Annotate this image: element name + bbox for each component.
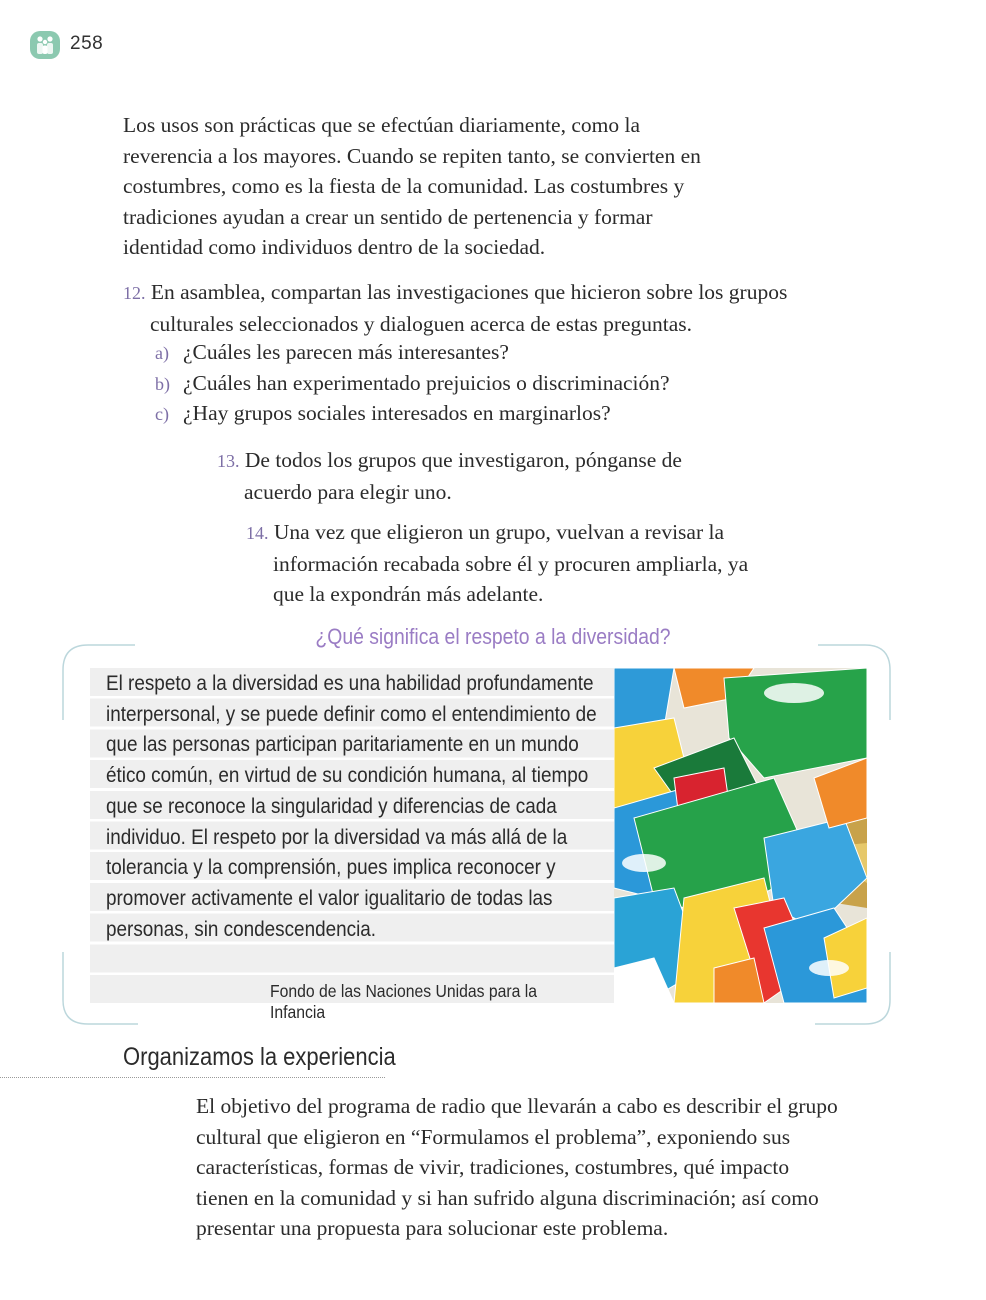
quote-heading: ¿Qué significa el respeto a la diversidad?	[315, 624, 671, 649]
intro-paragraph: Los usos son prácticas que se efectúan diariamente, como la reverencia a los mayores. Cuando se repiten tanto, se convierten en costumbres, como es la fiesta de la comunidad. Las costumbres y tradiciones ayudan a crear un sentido de pertenencia y formar identidad como individuos dentro de la sociedad.	[123, 113, 701, 259]
page-number: 258	[70, 33, 104, 54]
section-paragraph: El objetivo del programa de radio que llevarán a cabo es describir el grupo cultural que eligieron en “Formulamos el problema”, exponiendo sus características, formas de vivir, tradiciones, costumbres, qué impacto tienen en la comunidad y si han sufrido alguna discriminación; así como presentar una propuesta para solucionar este problema.	[196, 1094, 838, 1240]
quote-source: Fondo de las Naciones Unidas para la Infancia	[270, 981, 538, 1022]
paper-hands-photo	[614, 668, 867, 1003]
activity-text: Una vez que eligieron un grupo, vuelvan a revisar la información recabada sobre él y procuren ampliarla, ya que la expondrán más adelante.	[273, 520, 749, 606]
section-title: Organizamos la experiencia	[123, 1043, 396, 1071]
question-text: ¿Cuáles han experimentado prejuicios o discriminación?	[183, 371, 670, 395]
activity-text: En asamblea, compartan las investigaciones que hicieron sobre los grupos culturales seleccionados y dialoguen acerca de estas preguntas.	[150, 280, 788, 336]
activity-number: 12.	[123, 283, 146, 303]
question-text: ¿Hay grupos sociales interesados en marginarlos?	[183, 401, 611, 425]
activity-text: De todos los grupos que investigaron, pónganse de acuerdo para elegir uno.	[244, 448, 682, 504]
activity-number: 13.	[217, 451, 240, 471]
question-text: ¿Cuáles les parecen más interesantes?	[183, 340, 509, 364]
quote-text: El respeto a la diversidad es una habilidad profundamente interpersonal, y se puede definir como el entendimiento de que las personas participan paritariamente en un mundo ético común, en virtud de su condición humana, al tiempo que se reconoce la singularidad y diferencias de cada individuo. El respeto por la diversidad va más allá de la tolerancia y la comprensión, pues implica reconocer y promover activamente el valor igualitario de todas las personas, sin condescendencia.	[106, 672, 597, 941]
question-letter: a)	[155, 343, 169, 363]
activity-number: 14.	[246, 523, 269, 543]
question-letter: b)	[155, 374, 170, 394]
question-letter: c)	[155, 404, 169, 424]
section-divider	[0, 1077, 385, 1078]
